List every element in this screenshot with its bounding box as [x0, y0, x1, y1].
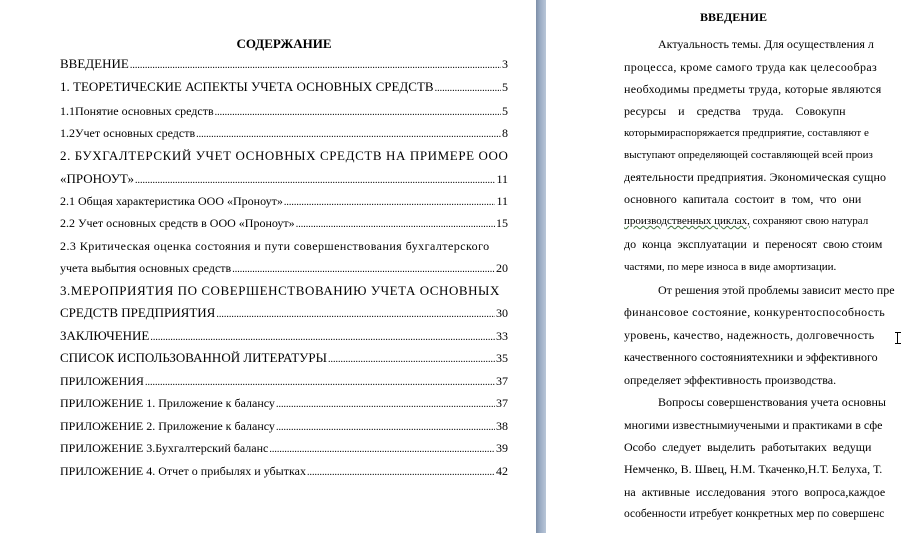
- toc-entry-text: «ПРОНОУТ»: [60, 171, 135, 186]
- toc-entry[interactable]: [60, 192, 508, 210]
- paragraph-line: основного капитала состоит в том, что они: [624, 192, 862, 206]
- page-separator: [536, 0, 546, 533]
- paragraph-line: Актуальность темы. Для осуществления л: [658, 37, 874, 51]
- introduction-page: [546, 0, 921, 533]
- toc-entry[interactable]: [60, 259, 508, 277]
- toc-page-number: 8: [502, 126, 508, 140]
- toc-leader-dots: [269, 439, 495, 459]
- toc-entry-text: СПИСОК ИСПОЛЬЗОВАННОЙ ЛИТЕРАТУРЫ: [60, 350, 327, 365]
- toc-entry-text: 1.1Понятие основных средств: [60, 104, 214, 118]
- paragraph-line: ресурсы и средства труда. Совокупн: [624, 104, 846, 118]
- paragraph-line: частями, по мере износа в виде амортизации.: [624, 261, 837, 273]
- toc-entry-text: 1. ТЕОРЕТИЧЕСКИЕ АСПЕКТЫ УЧЕТА ОСНОВНЫХ СРЕДСТВ: [60, 79, 434, 94]
- paragraph-line: которымираспоряжается предприятие, составляют е: [624, 127, 869, 139]
- toc-leader-dots: [296, 214, 495, 234]
- toc-entry[interactable]: [60, 102, 508, 120]
- toc-entry[interactable]: [60, 214, 508, 232]
- toc-entry[interactable]: [60, 327, 508, 345]
- paragraph-line: многими известнымиучеными и практиками в сфе: [624, 418, 883, 432]
- paragraph-line: Вопросы совершенствования учета основны: [658, 395, 886, 409]
- toc-leader-dots: [232, 259, 495, 279]
- toc-entry-line1[interactable]: [60, 147, 508, 165]
- toc-page-number: 3: [502, 57, 508, 71]
- toc-leader-dots: [216, 304, 495, 324]
- toc-page-number: 11: [496, 172, 508, 186]
- toc-page-number: 37: [496, 396, 508, 410]
- paragraph-line: [624, 212, 868, 230]
- toc-entry[interactable]: [60, 304, 508, 322]
- paragraph-line: особенности итребует конкретных мер по совершенс: [624, 508, 885, 520]
- paragraph-line: От решения этой проблемы зависит место пре: [658, 283, 895, 297]
- toc-page-number: 42: [496, 464, 508, 478]
- toc-leader-dots: [307, 462, 495, 482]
- toc-page-number: 5: [502, 104, 508, 118]
- paragraph-line: на активные исследования этого вопроса,каждое: [624, 485, 886, 499]
- toc-entry-text: ПРИЛОЖЕНИЕ 4. Отчет о прибылях и убытках: [60, 464, 306, 478]
- toc-leader-dots: [435, 78, 501, 98]
- paragraph-line: Особо следует выделить работытаких ведущи: [624, 440, 872, 454]
- paragraph-line: уровень, качество, надежность, долговечность: [624, 328, 875, 342]
- toc-entry[interactable]: [60, 372, 508, 390]
- toc-entry[interactable]: [60, 394, 508, 412]
- toc-leader-dots: [135, 170, 495, 190]
- toc-entry-text: ПРИЛОЖЕНИЕ 2. Приложение к балансу: [60, 419, 275, 433]
- toc-entry-text: 2.3 Критическая оценка состояния и пути совершенствования бухгалтерского: [60, 239, 490, 253]
- toc-page-number: 39: [496, 441, 508, 455]
- paragraph-line: качественного состояниятехники и эффективного: [624, 350, 878, 364]
- toc-entry-text: СРЕДСТВ ПРЕДПРИЯТИЯ: [60, 305, 216, 320]
- toc-leader-dots: [276, 417, 495, 437]
- toc-entry[interactable]: [60, 170, 508, 188]
- toc-entry-text: 2.1 Общая характеристика ООО «Проноут»: [60, 194, 283, 208]
- toc-leader-dots: [196, 124, 501, 144]
- toc-page-number: 15: [496, 216, 508, 230]
- paragraph-line: процесса, кроме самого труда как целесообраз: [624, 60, 878, 74]
- text-cursor-icon: [897, 332, 899, 344]
- toc-entry[interactable]: [60, 439, 508, 457]
- toc-page-number: 33: [496, 329, 508, 343]
- paragraph-line: до конца эксплуатации и переносят свою стоим: [624, 237, 883, 251]
- paragraph-line: выступают определяющей составляющей всей произ: [624, 149, 873, 161]
- toc-entry-text: ВВЕДЕНИЕ: [60, 56, 129, 71]
- toc-leader-dots: [215, 102, 501, 122]
- toc-page-number: 30: [496, 306, 508, 320]
- toc-entry-line1[interactable]: [60, 282, 508, 300]
- toc-entry-text: 3.МЕРОПРИЯТИЯ ПО СОВЕРШЕНСТВОВАНИЮ УЧЕТА ОСНОВНЫХ: [60, 283, 500, 298]
- toc-page-number: 11: [496, 194, 508, 208]
- paragraph-line-tail: сохраняют свою натурал: [749, 215, 869, 227]
- toc-entry-text: 2.2 Учет основных средств в ООО «Проноут»: [60, 216, 295, 230]
- toc-leader-dots: [145, 372, 495, 392]
- toc-entry-text: учета выбытия основных средств: [60, 261, 232, 275]
- toc-page-number: 20: [496, 261, 508, 275]
- toc-entry[interactable]: [60, 78, 508, 96]
- toc-entry[interactable]: [60, 349, 508, 367]
- toc-title: СОДЕРЖАНИЕ: [236, 36, 332, 51]
- toc-leader-dots: [150, 327, 495, 347]
- paragraph-line: деятельности предприятия. Экономическая сущно: [624, 170, 887, 184]
- toc-entry-text: 1.2Учет основных средств: [60, 126, 196, 140]
- toc-entry[interactable]: [60, 462, 508, 480]
- toc-page-number: 5: [502, 80, 508, 94]
- spellcheck-marked-text: производственных циклах,: [624, 215, 750, 227]
- intro-title: ВВЕДЕНИЕ: [700, 10, 767, 24]
- toc-leader-dots: [130, 55, 501, 75]
- toc-leader-dots: [276, 394, 495, 414]
- paragraph-line: определяет эффективность производства.: [624, 373, 837, 387]
- paragraph-line: финансовое состояние, конкурентоспособность: [624, 305, 886, 319]
- toc-entry-text: ЗАКЛЮЧЕНИЕ: [60, 328, 150, 343]
- paragraph-line: необходимы предметы труда, которые являются: [624, 82, 882, 96]
- toc-leader-dots: [284, 192, 496, 212]
- toc-page-number: 35: [496, 351, 508, 365]
- toc-page-number: 37: [496, 374, 508, 388]
- paragraph-line: Немченко, В. Швец, Н.М. Ткаченко,Н.Т. Белуха, Т.: [624, 462, 883, 476]
- toc-page-number: 38: [496, 419, 508, 433]
- toc-entry-text: ПРИЛОЖЕНИЯ: [60, 374, 144, 388]
- toc-entry[interactable]: [60, 124, 508, 142]
- toc-leader-dots: [328, 349, 495, 369]
- toc-entry-text: ПРИЛОЖЕНИЕ 3.Бухгалтерский баланс: [60, 441, 269, 455]
- toc-entry-text: ПРИЛОЖЕНИЕ 1. Приложение к балансу: [60, 396, 275, 410]
- toc-entry[interactable]: [60, 417, 508, 435]
- toc-entry-text: 2. БУХГАЛТЕРСКИЙ УЧЕТ ОСНОВНЫХ СРЕДСТВ НА ПРИМЕРЕ ООО: [60, 148, 509, 163]
- toc-entry-line1[interactable]: [60, 237, 508, 255]
- toc-entry[interactable]: [60, 55, 508, 73]
